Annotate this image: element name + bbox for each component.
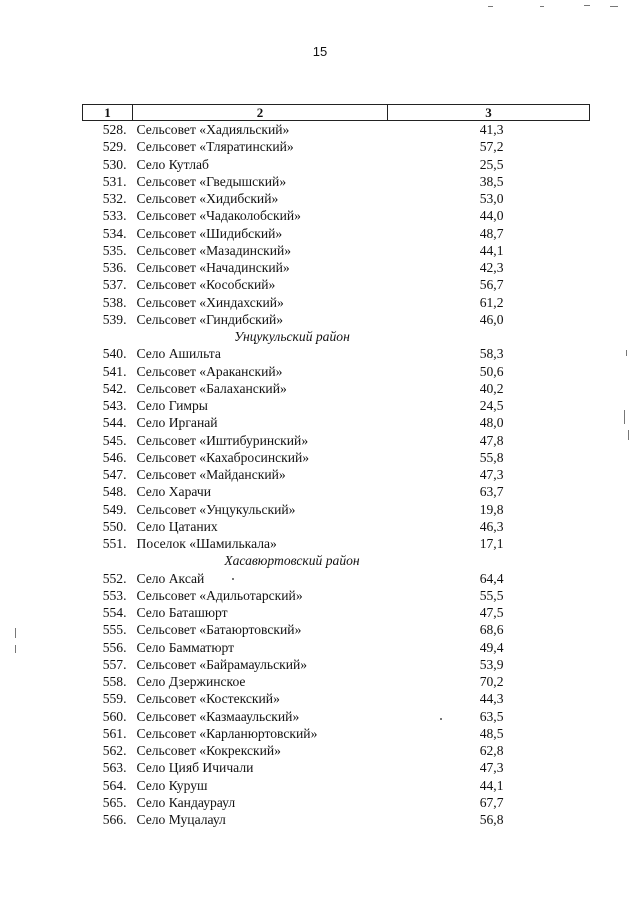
table-row: [83, 156, 590, 173]
table-row: [83, 259, 590, 276]
settlement-name: Сельсовет «Хиндахский»: [136, 294, 284, 310]
row-value: 56,8: [479, 812, 504, 827]
scan-speck: [626, 350, 627, 356]
table-row: [83, 466, 590, 483]
scan-speck: [440, 718, 442, 720]
settlement-name: Сельсовет «Балаханский»: [136, 380, 287, 396]
row-number: 543.: [102, 398, 127, 413]
settlement-name: Сельсовет «Тляратинский»: [136, 139, 294, 155]
row-value: 50,6: [479, 363, 504, 379]
table-row: [83, 639, 590, 656]
settlement-name: Село Муцалаул: [136, 812, 226, 827]
table-row: [83, 207, 590, 224]
row-number: 538.: [102, 294, 127, 310]
table-row: [83, 380, 590, 397]
row-number: 529.: [102, 139, 127, 155]
row-number: 537.: [102, 277, 127, 293]
table-row: [83, 276, 590, 293]
row-number: 542.: [102, 380, 127, 396]
table-row: [83, 363, 590, 380]
scan-speck: [624, 410, 625, 424]
row-number: 559.: [102, 691, 127, 707]
page-number: 15: [312, 44, 328, 59]
settlement-name: Сельсовет «Карланюртовский»: [136, 725, 318, 741]
table-row: [83, 535, 590, 552]
row-number: 528.: [102, 122, 127, 137]
row-value: 49,4: [479, 639, 504, 655]
table-body: [83, 121, 590, 829]
table-header: [83, 105, 590, 121]
row-number: 561.: [102, 725, 127, 741]
row-value: 17,1: [479, 536, 504, 551]
table-row: [83, 345, 590, 362]
row-value: 67,7: [479, 794, 504, 810]
header-col-2: 2: [133, 105, 388, 121]
row-value: 41,3: [479, 122, 504, 137]
settlement-name: Село Баташюрт: [136, 605, 228, 620]
scan-speck: [584, 5, 590, 6]
row-number: 546.: [102, 449, 127, 465]
row-value: 46,0: [479, 311, 504, 327]
row-number: 530.: [102, 156, 127, 172]
settlement-name: Село Куруш: [136, 777, 208, 793]
section-row: [83, 328, 590, 345]
table-row: [83, 311, 590, 328]
row-number: 551.: [102, 536, 127, 551]
row-number: 550.: [102, 518, 127, 534]
row-number: 554.: [102, 605, 127, 620]
header-col-3: 3: [388, 105, 590, 121]
table-row: [83, 811, 590, 828]
scan-speck: [232, 578, 234, 580]
row-value: 58,3: [479, 346, 504, 362]
row-number: 564.: [102, 777, 127, 793]
row-number: 533.: [102, 208, 127, 224]
settlements-table: [82, 104, 590, 828]
row-number: 553.: [102, 587, 127, 603]
row-value: 25,5: [479, 156, 504, 172]
settlement-name: Село Гимры: [136, 398, 208, 413]
row-number: 531.: [102, 173, 127, 189]
row-value: 48,5: [479, 725, 504, 741]
table-row: [83, 708, 590, 725]
table-row: [83, 414, 590, 431]
settlement-name: Сельсовет «Чадаколобский»: [136, 208, 301, 224]
settlement-name: Сельсовет «Костекский»: [136, 691, 280, 707]
row-number: 549.: [102, 501, 127, 517]
scan-speck: [540, 6, 544, 7]
row-value: 47,5: [479, 605, 504, 620]
table-row: [83, 759, 590, 776]
row-number: 545.: [102, 432, 127, 448]
row-value: 44,1: [479, 242, 504, 258]
table-row: [83, 225, 590, 242]
settlement-name: Сельсовет «Мазадинский»: [136, 242, 292, 258]
settlement-name: Сельсовет «Иштибуринский»: [136, 432, 309, 448]
table-row: [83, 242, 590, 259]
row-value: 48,7: [479, 225, 504, 241]
settlement-name: Сельсовет «Кокрекский»: [136, 743, 281, 758]
table-row: [83, 397, 590, 414]
table-row: [83, 725, 590, 742]
scan-speck: [488, 6, 493, 7]
table-row: [83, 449, 590, 466]
row-number: 566.: [102, 812, 127, 827]
row-value: 68,6: [479, 622, 504, 638]
header-col-1: 1: [83, 105, 133, 121]
row-number: 555.: [102, 622, 127, 638]
settlement-name: Село Харачи: [136, 484, 211, 500]
row-value: 46,3: [479, 518, 504, 534]
settlement-name: Сельсовет «Кособский»: [136, 277, 276, 293]
row-value: 48,0: [479, 415, 504, 431]
row-value: 44,1: [479, 777, 504, 793]
settlement-name: Сельсовет «Шидибский»: [136, 225, 283, 241]
row-number: 552.: [102, 570, 127, 586]
table-row: [83, 294, 590, 311]
row-value: 19,8: [479, 501, 504, 517]
row-value: 47,3: [479, 760, 504, 776]
table-row: [83, 690, 590, 707]
scan-speck: [628, 430, 629, 440]
settlement-name: Село Бамматюрт: [136, 639, 235, 655]
settlement-name: Сельсовет «Хадияльский»: [136, 122, 290, 137]
settlement-name: Поселок «Шамилькала»: [136, 536, 277, 551]
row-value: 42,3: [479, 260, 504, 275]
table-row: [83, 138, 590, 155]
table-row: [83, 121, 590, 139]
row-value: 53,9: [479, 656, 504, 672]
row-number: 534.: [102, 225, 127, 241]
row-value: 64,4: [479, 570, 504, 586]
row-number: 560.: [102, 708, 127, 724]
settlement-name: Сельсовет «Байрамаульский»: [136, 656, 308, 672]
row-value: 24,5: [479, 398, 504, 413]
row-value: 70,2: [479, 674, 504, 689]
settlement-name: Сельсовет «Батаюртовский»: [136, 622, 302, 638]
row-value: 57,2: [479, 139, 504, 155]
settlement-name: Село Ирганай: [136, 415, 218, 431]
table-row: [83, 518, 590, 535]
row-number: 535.: [102, 242, 127, 258]
settlement-name: Сельсовет «Казмааульский»: [136, 708, 300, 724]
settlement-name: Сельсовет «Начадинский»: [136, 260, 290, 275]
row-number: 557.: [102, 656, 127, 672]
settlement-name: Село Цияб Ичичали: [136, 760, 254, 776]
table-row: [83, 742, 590, 759]
settlement-name: Село Аксай: [136, 570, 205, 586]
table-row: [83, 673, 590, 690]
row-value: 38,5: [479, 173, 504, 189]
row-number: 544.: [102, 415, 127, 431]
row-number: 563.: [102, 760, 127, 776]
row-value: 44,0: [479, 208, 504, 224]
row-value: 55,8: [479, 449, 504, 465]
row-number: 532.: [102, 191, 127, 206]
row-number: 540.: [102, 346, 127, 362]
table-row: [83, 587, 590, 604]
settlement-name: Сельсовет «Гиндибский»: [136, 311, 284, 327]
row-value: 44,3: [479, 691, 504, 707]
table-row: [83, 604, 590, 621]
table-row: [83, 173, 590, 190]
settlement-name: Село Кандаураул: [136, 794, 236, 810]
settlement-name: Сельсовет «Гведышский»: [136, 173, 287, 189]
settlement-name: Село Кутлаб: [136, 156, 209, 172]
row-number: 558.: [102, 674, 127, 689]
scan-speck: [15, 628, 16, 638]
district-heading: Унцукульский район: [234, 329, 350, 344]
row-value: 63,5: [479, 708, 504, 724]
settlement-name: Сельсовет «Араканский»: [136, 363, 283, 379]
settlement-name: Сельсовет «Адильотарский»: [136, 587, 303, 603]
table-row: [83, 794, 590, 811]
row-number: 562.: [102, 743, 127, 758]
row-value: 56,7: [479, 277, 504, 293]
row-value: 61,2: [479, 294, 504, 310]
table-row: [83, 190, 590, 207]
settlement-name: Сельсовет «Хидибский»: [136, 191, 279, 206]
settlement-name: Село Цатаних: [136, 518, 218, 534]
row-value: 55,5: [479, 587, 504, 603]
row-number: 539.: [102, 311, 127, 327]
table-row: [83, 777, 590, 794]
table-row: [83, 483, 590, 500]
settlement-name: Сельсовет «Майданский»: [136, 467, 286, 482]
row-value: 47,3: [479, 467, 504, 482]
district-heading: Хасавюртовский район: [224, 553, 360, 569]
table-row: [83, 656, 590, 673]
settlement-name: Село Ашильта: [136, 346, 221, 362]
row-value: 40,2: [479, 380, 504, 396]
table-header-row: [83, 105, 590, 121]
scan-speck: [15, 645, 16, 653]
table-row: [83, 570, 590, 587]
row-number: 536.: [102, 260, 127, 275]
row-number: 548.: [102, 484, 127, 500]
row-value: 47,8: [479, 432, 504, 448]
row-number: 541.: [102, 363, 127, 379]
row-number: 556.: [102, 639, 127, 655]
table-row: [83, 621, 590, 638]
scan-speck: [610, 6, 618, 7]
table-row: [83, 501, 590, 518]
settlement-name: Сельсовет «Кахабросинский»: [136, 449, 310, 465]
row-number: 565.: [102, 794, 127, 810]
row-number: 547.: [102, 467, 127, 482]
row-value: 53,0: [479, 191, 504, 206]
row-value: 62,8: [479, 743, 504, 758]
section-row: [83, 552, 590, 569]
settlement-name: Сельсовет «Унцукульский»: [136, 501, 296, 517]
settlement-name: Село Дзержинское: [136, 674, 246, 689]
row-value: 63,7: [479, 484, 504, 500]
table-row: [83, 432, 590, 449]
